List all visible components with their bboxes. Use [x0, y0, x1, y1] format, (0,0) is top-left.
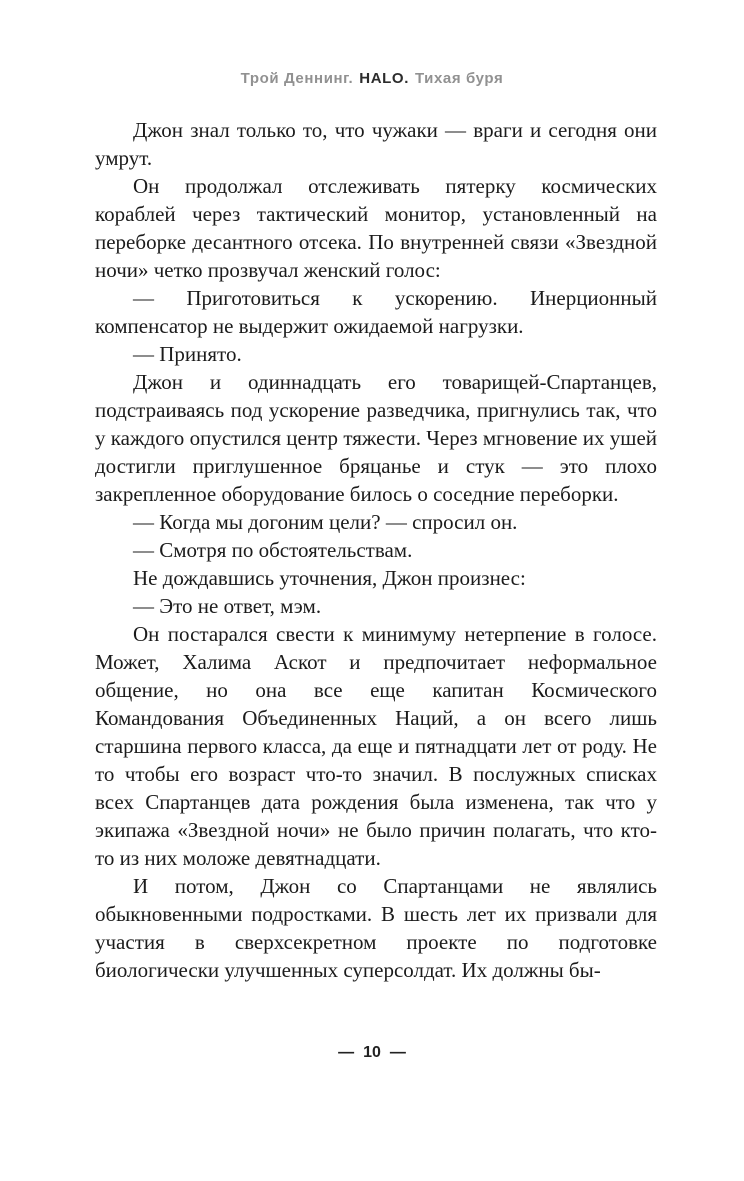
- paragraph-dialogue: — Смотря по обстоятельствам.: [133, 538, 413, 562]
- footer-dash-left: —: [338, 1044, 355, 1061]
- header-series: HALO.: [359, 70, 409, 87]
- paragraph-dialogue: — Принято.: [133, 342, 242, 366]
- paragraph-dialogue: — Приготовиться к ускорению. Инерционный компенсатор не выдержит ожидаемой нагрузки.: [95, 286, 657, 338]
- body-text: [95, 116, 657, 984]
- paragraph: Он продолжал отслеживать пятерку космических кораблей через тактический монитор, установленный на переборке десантного отсека. По внутренней связи «Звездной ночи» четко прозвучал женский голос:: [95, 174, 657, 282]
- footer-dash-right: —: [389, 1044, 406, 1061]
- paragraph: Джон знал только то, что чужаки — враги и сегодня они умрут.: [95, 118, 657, 170]
- page-footer: [0, 1044, 744, 1062]
- paragraph: Джон и одиннадцать его товарищей-Спартанцев, подстраиваясь под ускорение разведчика, пригнулись так, что у каждого опустился центр тяжести. Через мгновение их ушей достигли приглушенное бряцанье и стук — это плохо закрепленное оборудование билось о соседние переборки.: [95, 370, 657, 506]
- paragraph: Он постарался свести к минимуму нетерпение в голосе. Может, Халима Аскот и предпочитает неформальное общение, но она все еще капитан Космического Командования Объединенных Наций, а он всего лишь старшина первого класса, да еще и пятнадцати лет от роду. Не то чтобы его возраст что-то значил. В послужных списках всех Спартанцев дата рождения была изменена, так что у экипажа «Звездной ночи» не было причин полагать, что кто-то из них моложе девятнадцати.: [95, 622, 657, 870]
- paragraph-dialogue: — Когда мы догоним цели? — спросил он.: [133, 510, 518, 534]
- header-book-title: Тихая буря: [414, 70, 504, 87]
- page-number: 10: [363, 1044, 381, 1061]
- paragraph-dialogue: — Это не ответ, мэм.: [133, 594, 322, 618]
- paragraph: Не дождавшись уточнения, Джон произнес:: [133, 566, 526, 590]
- paragraph: И потом, Джон со Спартанцами не являлись обыкновенными подростками. В шесть лет их призвали для участия в сверхсекретном проекте по подготовке биологически улучшенных суперсолдат. Их должны бы-: [95, 874, 657, 982]
- running-header: [0, 70, 744, 87]
- header-author: Трой Деннинг.: [240, 70, 354, 87]
